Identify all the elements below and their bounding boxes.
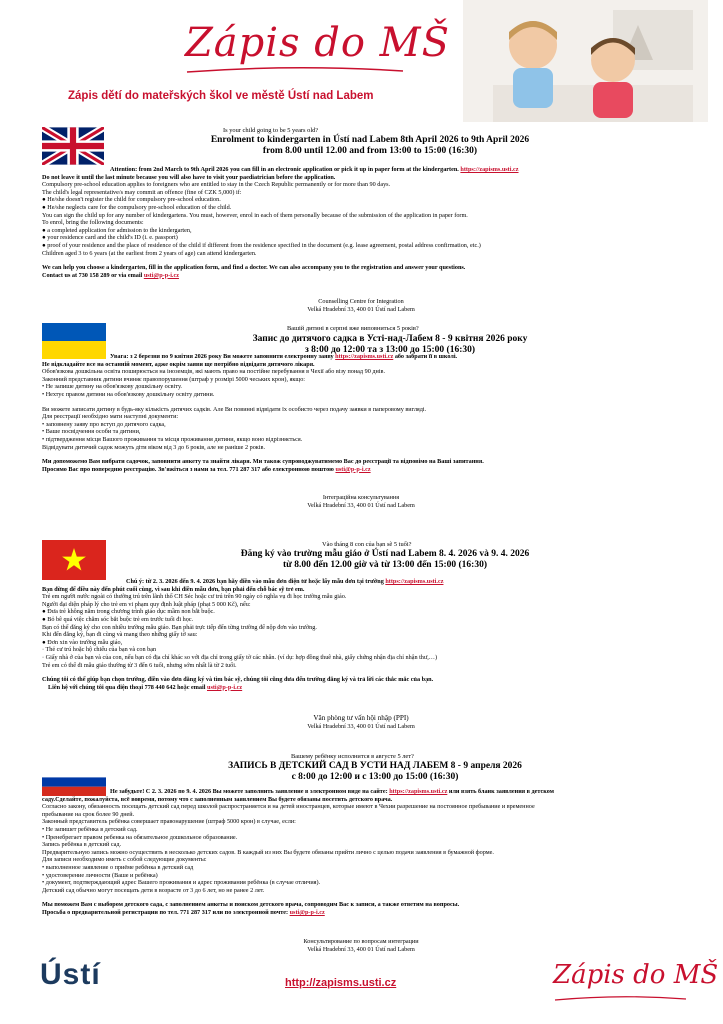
ua-line-5: • Нехтує правом дитини на обов'язкову дошкільну освіту дитини. xyxy=(42,390,215,398)
vn-body xyxy=(42,578,443,691)
ua-title xyxy=(225,334,555,355)
ua-org-block xyxy=(261,494,461,509)
ru-line-3: • Не запишет ребёнка в детский сад. xyxy=(42,825,138,833)
en-line-5: ● He/she neglects care for the compulsory pre-school education of the child. xyxy=(42,203,232,211)
vn-line-1: Bạn đừng để điều này đến phút cuối cùng, vì sau khi điền mẫu đơn, bạn phải đến chỗ bác sỹ trẻ em. xyxy=(42,585,305,593)
children-drawing-photo xyxy=(463,0,708,122)
usti-city-logo: Ústí xyxy=(40,958,101,991)
vn-attention: Chú ý: từ 2. 3. 2026 đến 9. 4. 2026 bạn hãy điền vào mẫu đơn điện tử hoặc lấy mẫu đơn tại trường xyxy=(126,578,384,585)
en-line-2: Compulsory pre-school education applies to foreigners who are entitled to stay in the Czech Republic permanently or for more than 90 days. xyxy=(42,181,391,189)
vn-line-8: ● Đơn xin vào trường mẫu giáo, xyxy=(42,638,123,646)
footer-url-link[interactable]: http://zapisms.usti.cz xyxy=(285,977,397,989)
en-line-6: You can sign the child up for any number of kindergartens. You must, however, enrol in each of them personally because of the submission of the application in paper form. xyxy=(42,211,468,219)
en-line-10: ● proof of your residence and the place of residence of the child if different from the residence specified in the document (e.g. lease agreement, postal address confirmation, etc.) xyxy=(42,241,481,249)
vn-question: Vào tháng 8 con của bạn sẽ 5 tuổi? xyxy=(322,541,412,548)
ru-attention: Не забудьте! С 2. 3. 2026 по 9. 4. 2026 Вы можете заполнить заявление в электронном виде на сайте: xyxy=(110,788,388,795)
vn-email-link[interactable]: usti@p-p-i.cz xyxy=(207,683,243,691)
ru-line-1b: пребывание на срок более 90 дней. xyxy=(42,810,135,818)
en-org-block xyxy=(261,298,461,313)
ru-line-0: саду.Сделайте, пожалуйста, всё вовремя, потому что с заполненным заявлением Вы будете обязаны посетить детского врача. xyxy=(42,795,393,803)
en-body xyxy=(42,166,519,279)
ru-question: Вашему ребёнку исполнится в августе 5 лет? xyxy=(291,753,414,760)
ru-org-block xyxy=(261,938,461,953)
ua-contact: Просимо Вас про попередню реєстрацію. Зв'яжіться з нами за тел. 771 287 317 або електронною поштою xyxy=(42,465,334,473)
ru-line-8: • выполненное заявление о приёме ребёнка в детский сад xyxy=(42,863,194,871)
vn-org-name: Văn phòng tư vấn hội nhập (PPI) xyxy=(313,714,409,722)
zapis-logo-title: Zápis do MŠ xyxy=(185,20,451,66)
ua-org-address: Velká Hradební 33, 400 01 Ústí nad Labem xyxy=(307,501,415,509)
en-line-8: ● a completed application for admission to the kindergarten, xyxy=(42,226,192,234)
ru-help: Мы поможем Вам с выбором детского сада, с заполнением анкеты и поиском детского врача, сопроводим Вас к записи, а также ответим на вопросы. xyxy=(42,901,460,909)
ua-line-10: • підтвердження місця Вашого проживання та місця проживання дитини, якщо воно відрізняється. xyxy=(42,435,303,443)
en-contact: Contact us at 730 158 289 or via email xyxy=(42,271,143,279)
ru-title xyxy=(205,761,545,782)
ru-org-name: Консультирование по вопросам интеграции xyxy=(303,938,419,945)
logo-swoosh-decoration xyxy=(185,66,405,76)
en-line-1: Do not leave it until the last minute because you will also have to visit your paediatrician before the application. xyxy=(42,173,336,181)
ru-line-11: Детский сад обычно могут посещать дети в возрасте от 3 до 6 лет, но не ранее 2 лет. xyxy=(42,886,265,894)
vn-line-7: Khi đến đăng ký, bạn đi cùng và mang theo những giấy tờ sau: xyxy=(42,631,198,639)
page-subtitle: Zápis dětí do mateřských škol ve městě Ústí nad Labem xyxy=(68,90,374,102)
en-line-9: ● your residence card and the child's ID (i. e. passport) xyxy=(42,234,178,242)
ru-url-link[interactable]: https://zapisms.usti.cz xyxy=(389,788,448,795)
ru-title-line1: ЗАПИСЬ В ДЕТСКИЙ САД В УСТИ НАД ЛАБЕМ 8 - 9 апреля 2026 xyxy=(228,761,522,771)
ru-line-1: Согласно закону, обязанность посещать детский сад перед школой распространяется и на детей иностранцев, которые имеют в Чехии разрешение на постоянное пребывание и временное xyxy=(42,803,535,811)
ru-line-10: • документ, подтверждающий адрес Вашего проживания и адрес проживания ребёнка (в случае отличия). xyxy=(42,879,321,887)
en-line-4: ● He/she doesn't register the child for compulsory pre-school education. xyxy=(42,196,221,204)
en-line-7: To enrol, bring the following documents: xyxy=(42,219,144,227)
ua-body xyxy=(42,353,484,473)
ua-url-link[interactable]: https://zapisms.usti.cz xyxy=(335,353,394,360)
vn-line-2: Trẻ em người nước ngoài có thường trú trên lãnh thổ CH Séc hoặc cư trú trên 90 ngày có nghĩa vụ đi học trường mẫu giáo. xyxy=(42,593,347,601)
uk-flag-icon xyxy=(42,127,104,165)
vn-line-3: Người đại diện pháp lý cho trẻ em vi phạm quy định luật pháp (phạt 5 000 Kč), nếu: xyxy=(42,600,251,608)
en-line-11: Children aged 3 to 6 years (at the earliest from 2 years of age) can attend kindergarten. xyxy=(42,249,257,257)
en-url-link[interactable]: https://zapisms.usti.cz xyxy=(460,166,519,173)
ua-line-3: Законний представник дитини вчиняє правопорушення (штраф у розмірі 5000 чеських крон), якщо: xyxy=(42,375,306,383)
ru-body xyxy=(42,788,554,917)
ua-help: Ми допоможемо Вам вибрати садочок, заповнити анкету та знайти лікаря. Ми також супроводжуватимемо Вас до реєстрації та відповімо на Ваші запитання. xyxy=(42,458,484,466)
vn-url-link[interactable]: https://zapisms.usti.cz xyxy=(385,578,444,585)
ua-attention-2: або забрати її в школі. xyxy=(394,353,458,360)
vn-contact: Liên hệ với chúng tôi qua điện thoại 778 440 642 hoặc email xyxy=(48,683,206,691)
ru-org-address: Velká Hradební 33, 400 01 Ústí nad Labem xyxy=(307,945,415,953)
ru-line-4: • Пренебрегает правом ребенка на обязательное дошкольное образование. xyxy=(42,833,238,841)
en-email-link[interactable]: usti@p-p-i.cz xyxy=(143,271,179,279)
footer-logo-swoosh xyxy=(553,995,688,1003)
vn-line-6: Bạn có thể đăng ký cho con nhiều trường mẫu giáo. Bạn phải trực tiếp đến từng trường để nộp đơn vào trường. xyxy=(42,623,317,631)
vn-line-11: Trẻ em có thể đi mẫu giáo thường từ 3 đến 6 tuổi, nhưng sớm nhất là từ 2 tuổi. xyxy=(42,661,237,669)
en-question: Is your child going to be 5 years old? xyxy=(223,127,319,134)
ua-line-2: Обов'язкова дошкільна освіта поширюється на іноземців, які мають право на постійне перебування в Чехії або візу понад 90 днів. xyxy=(42,368,385,376)
ru-title-line2: с 8:00 до 12:00 и с 13:00 до 15:00 (16:30) xyxy=(291,771,459,782)
ua-question: Вашій дитині в серпні вже виповниться 5 років? xyxy=(287,325,419,332)
vn-title xyxy=(215,549,555,570)
ua-attention: Увага: з 2 березня по 9 квітня 2026 року Ви можете заповнити електронну заяву xyxy=(110,353,334,360)
ru-email-link[interactable]: usti@p-p-i.cz xyxy=(289,908,325,916)
ru-line-6: Предварительную запись можно осуществить в несколько детских садов. В каждый из них Вы будете обязаны прийти лично с целью подачи заявления в бумажной форме. xyxy=(42,848,494,856)
ru-line-7: Для записи необходимо иметь с собой следующие документы: xyxy=(42,856,207,864)
ua-title-line1: Запис до дитячого садка в Усті-над-Лабем 8 - 9 квітня 2026 року xyxy=(252,334,528,344)
en-org-name: Counselling Centre for Integration xyxy=(318,298,404,305)
en-line-3: The child's legal representative/s may commit an offence (fine of CZK 5,000) if: xyxy=(42,188,242,196)
ua-line-7: Для реєстрації необхідно мати наступні документи: xyxy=(42,413,179,421)
vn-line-9: · Thẻ cư trú hoặc hộ chiếu của bạn và con bạn xyxy=(42,646,157,654)
ua-line-4: • Не запише дитину на обов'язкову дошкільну освіту. xyxy=(42,383,182,391)
en-attention: Attention: from 2nd March to 9th April 2026 you can fill in an electronic application or pick it up in paper form at the kindergarten. xyxy=(110,166,459,173)
vn-org-address: Velká Hradební 33, 400 01 Ústí nad Labem xyxy=(307,722,415,730)
vn-line-5: ● Bỏ bê quá việc chăm sóc bắt buộc trẻ em trước tuổi đi học. xyxy=(42,615,194,623)
ru-contact: Просьба о предварительной регистрации по тел. 771 287 317 или по электронной почте: xyxy=(42,908,289,916)
vn-line-10: · Giấy nhà ở của bạn và của con, nếu bạn có địa chỉ khác so với địa chỉ trong giấy tờ các nhân. (ví dụ: hợp đồng thuê nhà, giấy chứng nhận địa chỉ nhận thư,…) xyxy=(42,653,438,661)
en-title-line1: Enrolment to kindergarten in Ústí nad Labem 8th April 2026 to 9th April 2026 xyxy=(210,135,530,145)
vn-title-line1: Đăng ký vào trường mẫu giáo ở Ústí nad Labem 8. 4. 2026 và 9. 4. 2026 xyxy=(240,549,530,559)
ua-line-1: Не відкладайте все на останній момент, адже окрім заяви ще потрібно відвідати дитячого лікаря. xyxy=(42,360,315,368)
vn-org-block xyxy=(261,715,461,730)
ru-attention-2: или взять бланк заявления в детском xyxy=(448,788,554,795)
ua-line-6: Ви можете записати дитину в будь-яку кількість дитячих садків. Але Ви повинні відвідати їх особисто через подачу заявки в паперовому вигляді. xyxy=(42,405,427,413)
en-org-address: Velká Hradební 33, 400 01 Ústí nad Labem xyxy=(307,305,415,313)
ua-line-8: • заповнену заяву про вступ до дитячого садка, xyxy=(42,420,166,428)
vietnam-flag-icon xyxy=(42,540,106,580)
ru-line-5: Запись ребёнка в детский сад. xyxy=(42,841,122,849)
vn-help: Chúng tôi có thể giúp bạn chọn trường, điền vào đơn đăng ký và tìm bác sỹ, chúng tôi cũng đưa đến trường đăng ký và trả lời các thắc mắc của bạn. xyxy=(42,676,434,684)
ua-line-11: Відвідувати дитячий садок можуть діти віком від 3 до 6 років, але не раніше 2 років. xyxy=(42,443,266,451)
ru-line-2: Законный представитель ребёнка совершает правонарушение (штраф 5000 крон) в случае, если: xyxy=(42,818,296,826)
ru-line-9: • удостоверение личности (Ваше и ребёнка) xyxy=(42,871,158,879)
en-help: We can help you choose a kindergarten, fill in the application form, and find a doctor. We can also accompany you to the registration and answer your questions. xyxy=(42,264,466,272)
ua-org-name: Інтеграційна консультування xyxy=(322,494,400,501)
ua-email-link[interactable]: usti@p-p-i.cz xyxy=(335,465,371,473)
ua-line-9: • Ваше посвідчення особи та дитини, xyxy=(42,428,141,436)
vn-line-4: ● Đưa trẻ không năm trong chương trình giáo dục mầm non bắt buộc. xyxy=(42,608,215,616)
ua-title-line2: з 8:00 до 12:00 та з 13:00 до 15:00 (16:30) xyxy=(304,344,476,355)
en-title xyxy=(205,135,535,156)
vn-title-line2: từ 8.00 đến 12.00 giờ và từ 13:00 đến 15:00 (16:30) xyxy=(282,559,487,570)
en-title-line2: from 8.00 until 12.00 and from 13:00 to 15:00 (16:30) xyxy=(262,145,478,156)
footer-zapis-logo: Zápis do MŠ xyxy=(553,960,719,990)
